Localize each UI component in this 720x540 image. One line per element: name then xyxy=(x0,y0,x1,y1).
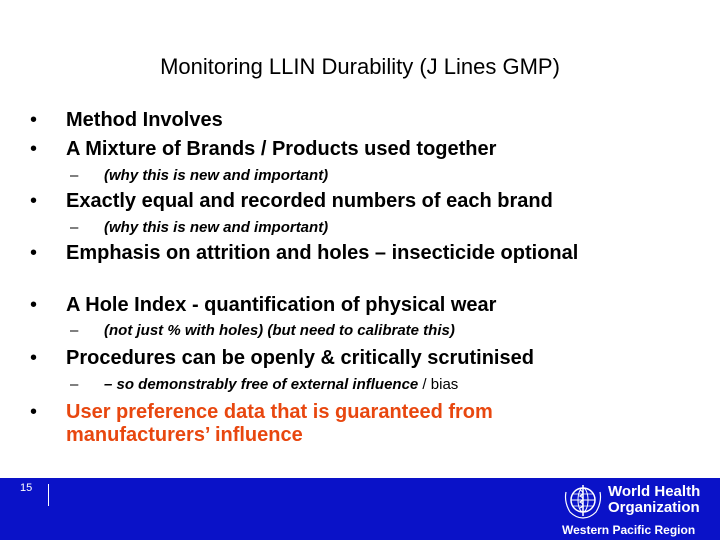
bullet-icon: • xyxy=(30,242,38,264)
bullet-icon: • xyxy=(30,401,38,423)
dash-icon: – xyxy=(70,376,79,393)
footer-divider xyxy=(48,484,49,506)
bullet-icon: • xyxy=(30,109,38,131)
bullet-text: A Hole Index - quantification of physical wear xyxy=(66,294,497,316)
sub-text-plain: / bias xyxy=(418,376,459,393)
bullet-text: A Mixture of Brands / Products used together xyxy=(66,138,497,160)
page-number: 15 xyxy=(20,482,33,494)
bullet-text: Emphasis on attrition and holes – insecticide optional xyxy=(66,242,579,264)
footer-bar xyxy=(0,478,720,540)
bullet-text-highlight: User preference data that is guaranteed from manufacturers’ influence xyxy=(66,401,493,446)
sub-text-italic: – so demonstrably free of external influence xyxy=(104,376,419,393)
bullet-text: Procedures can be openly & critically scrutinised xyxy=(66,347,534,369)
region-label: Western Pacific Region xyxy=(562,523,696,537)
bullet-icon: • xyxy=(30,138,38,160)
sub-text: (why this is new and important) xyxy=(104,167,329,184)
dash-icon: – xyxy=(70,167,79,184)
bullet-icon: • xyxy=(30,347,38,369)
dash-icon: – xyxy=(70,219,79,236)
sub-text xyxy=(104,376,704,394)
sub-text: (not just % with holes) (but need to calibrate this) xyxy=(104,322,455,339)
who-emblem-icon xyxy=(562,482,604,520)
sub-text: (why this is new and important) xyxy=(104,219,329,236)
slide-title: Monitoring LLIN Durability (J Lines GMP) xyxy=(160,54,560,79)
dash-icon: – xyxy=(70,322,79,339)
org-name-line1: World Health xyxy=(608,483,701,500)
bullet-icon: • xyxy=(30,190,38,212)
bullet-icon: • xyxy=(30,294,38,316)
bullet-text: Method Involves xyxy=(66,109,223,131)
org-name-line2: Organization xyxy=(608,499,700,516)
bullet-text: Exactly equal and recorded numbers of each brand xyxy=(66,190,553,212)
